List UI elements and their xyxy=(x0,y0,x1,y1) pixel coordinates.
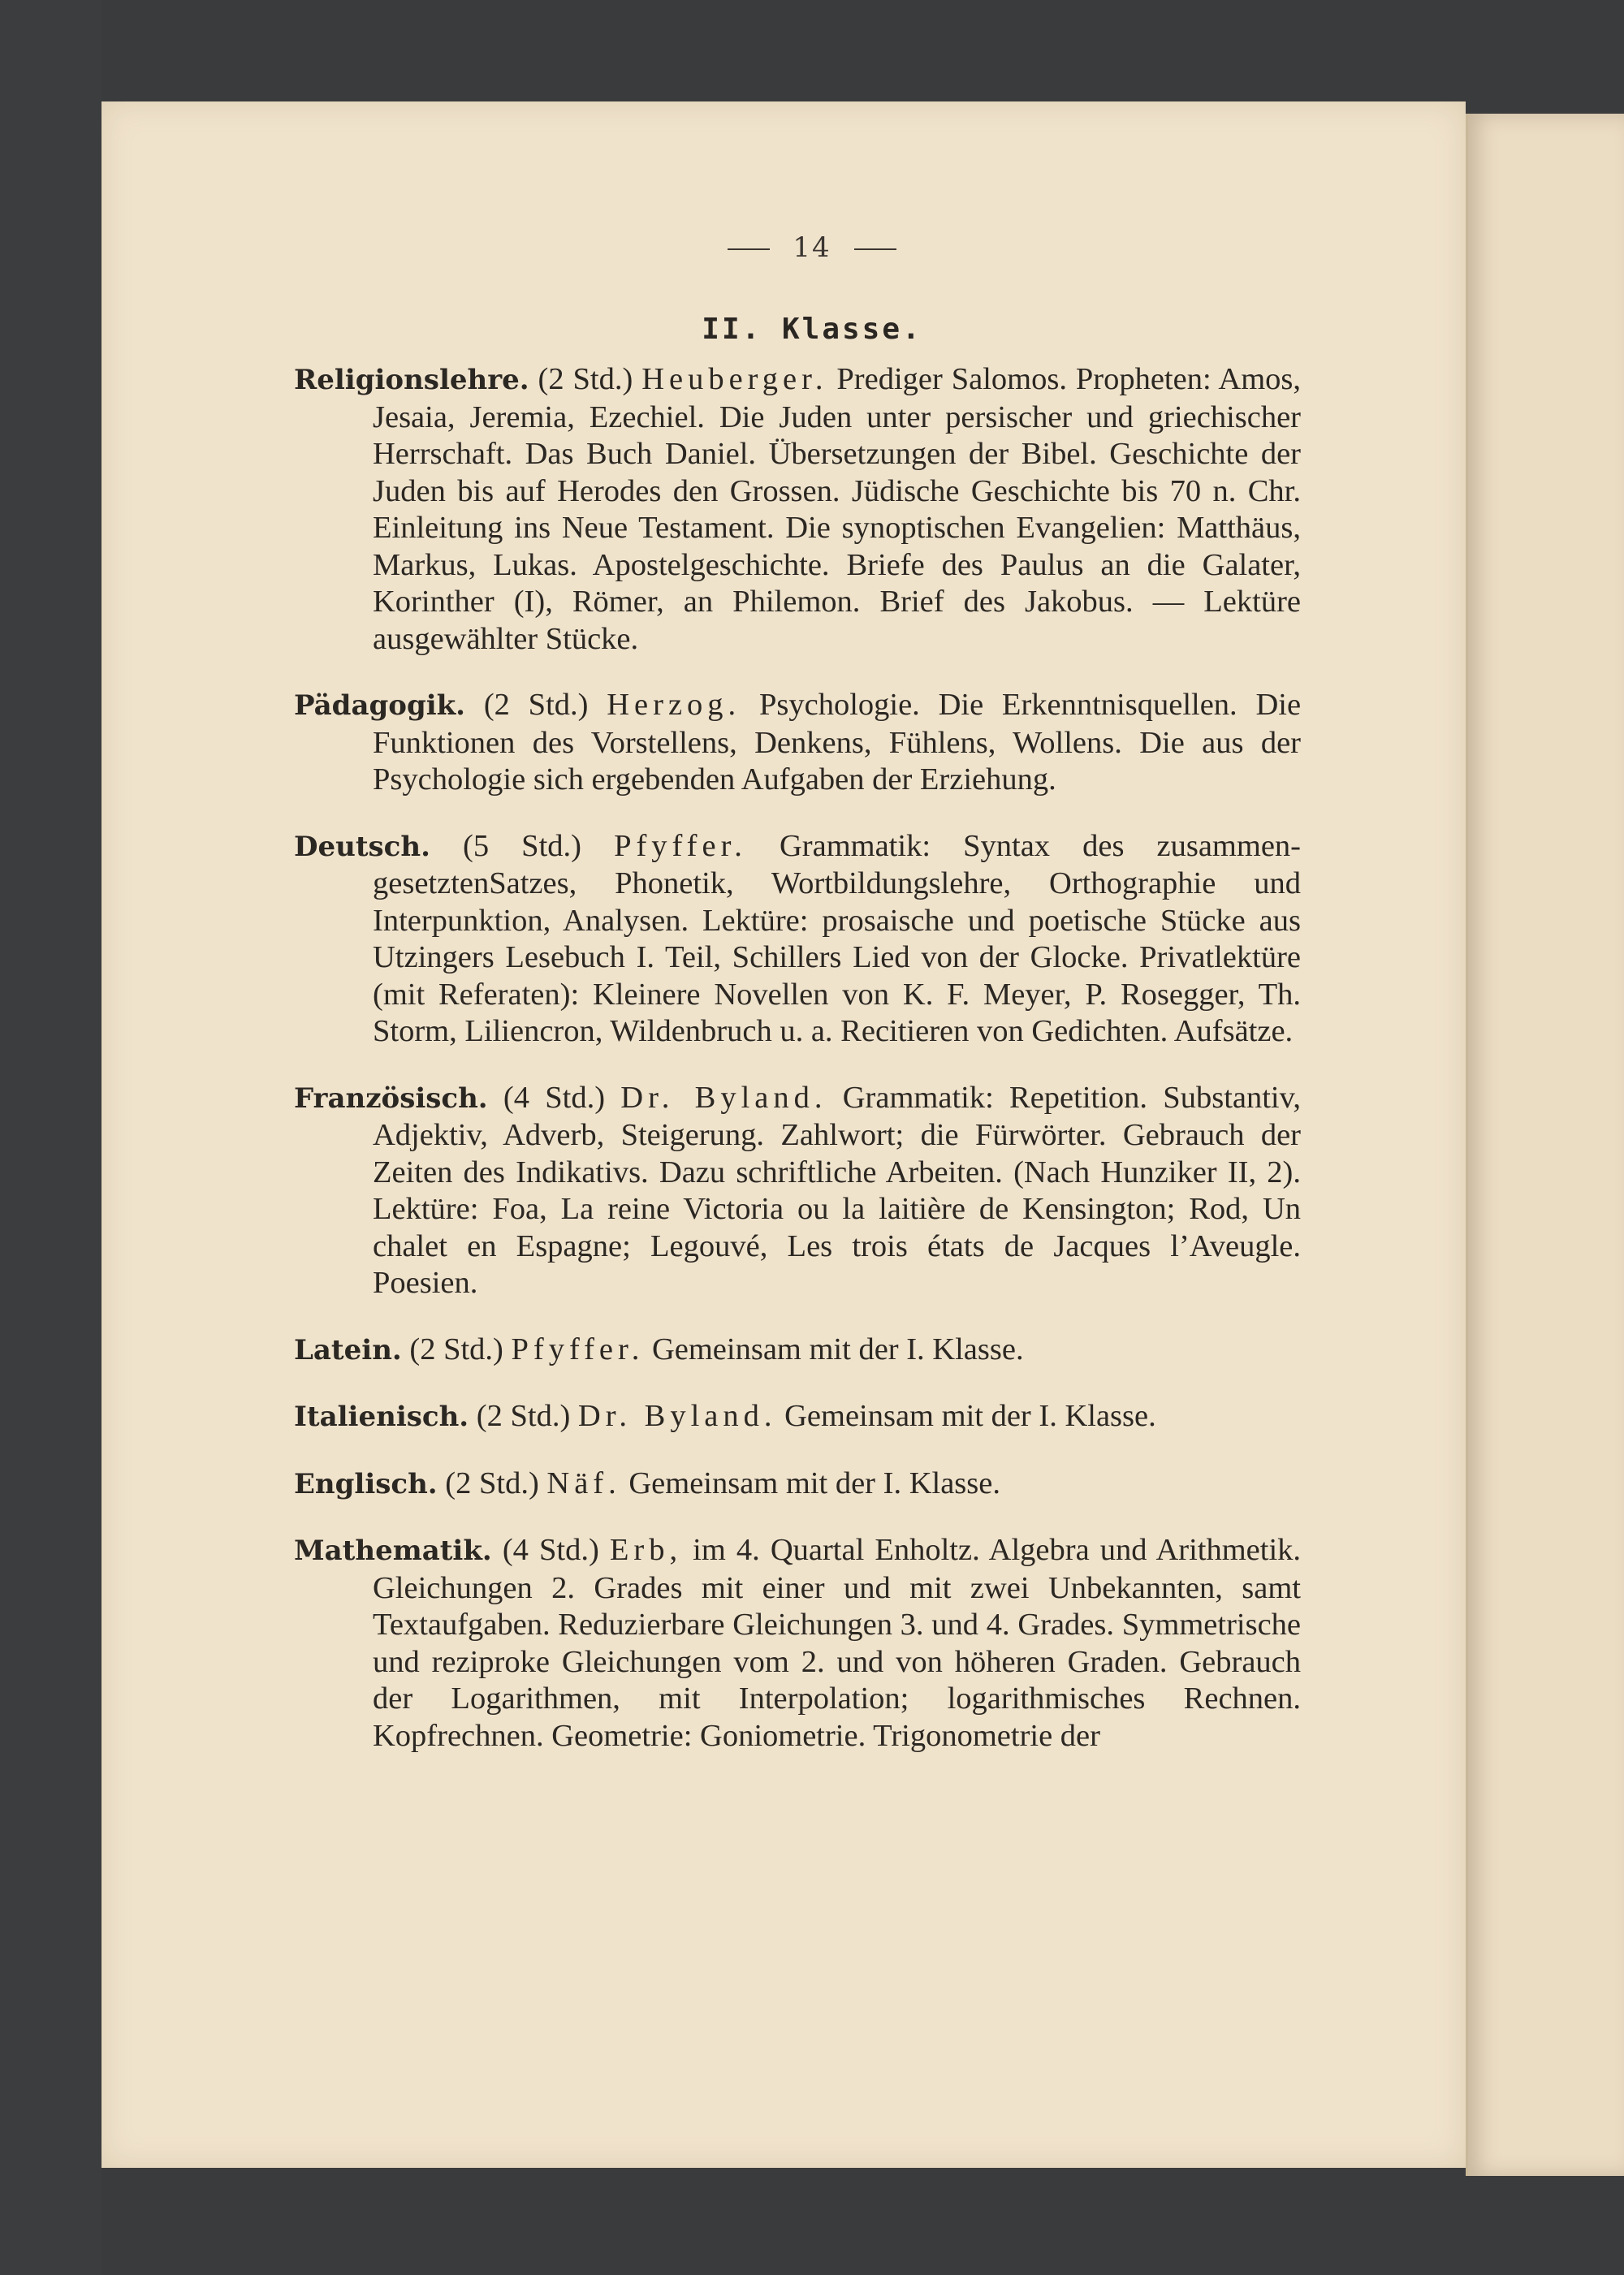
course-description: Gemeinsam mit der I. Klasse. xyxy=(628,1466,1000,1500)
subject-name: Religionslehre. xyxy=(294,364,529,396)
teacher-name: Erb, xyxy=(609,1533,683,1567)
adjacent-page-edge xyxy=(1466,114,1624,2176)
section-title: II. Klasse. xyxy=(702,313,922,346)
course-description: Prediger Salomos. Propheten: Amos, Jesaia, Jeremia, Ezechiel. Die Juden unter persischer und griechischer Herrschaft. Das Buch Daniel. Übersetzungen der Bibel. Geschichte der Juden bis auf Herodes den Grossen. Jüdische Geschichte bis 70 n. Chr. Einleitung ins Neue Testament. Die synoptischen Evangelien: Matthäus, Markus, Lukas. Apostelgeschichte. Briefe des Paulus an die Galater, Korinther (I), Römer, an Philemon. Brief des Jakobus. — Lektüre ausgewählter Stücke. xyxy=(373,362,1302,656)
subject-name: Deutsch. xyxy=(294,830,430,863)
subject-name: Mathematik. xyxy=(294,1535,492,1567)
course-entry-mathematik xyxy=(294,1532,1301,1755)
course-description: Gemeinsam mit der I. Klasse. xyxy=(651,1332,1024,1366)
page-number xyxy=(0,231,1624,264)
course-hours: (2 Std.) xyxy=(483,688,589,722)
subject-name: Englisch. xyxy=(294,1467,438,1500)
course-hours: (2 Std.) xyxy=(476,1399,571,1433)
page-number-dash-left xyxy=(728,248,770,250)
course-entry-italienisch xyxy=(294,1398,1301,1436)
page-number-dash-right xyxy=(854,248,896,250)
course-description: Grammatik: Syntax des zusammengesetztenSatzes, Phonetik, Wortbildungslehre, Orthographie und Interpunktion, Analysen. Lektüre: prosaische und poetische Stücke aus Utzingers Lesebuch I. Teil, Schillers Lied von der Glocke. Privatlektüre (mit Referaten): Kleinere Novellen von K. F. Meyer, P. Rosegger, Th. Storm, Liliencron, Wildenbruch u. a. Recitieren von Gedichten. Aufsätze. xyxy=(373,828,1301,1048)
course-hours: (2 Std.) xyxy=(445,1466,539,1500)
teacher-name: Näf. xyxy=(546,1466,621,1500)
page-number-value: 14 xyxy=(793,231,831,264)
subject-name: Italienisch. xyxy=(294,1401,469,1433)
course-description: im 4. Quartal Enholtz. Algebra und Arithmetik. Gleichungen 2. Grades mit einer und mit zwei Unbekannten, samt Textaufgaben. Reduzierbare Gleichungen 3. und 4. Grades. Symmetrische und reziproke Gleichungen vom 2. und von höheren Graden. Gebrauch der Logarithmen, mit Interpolation; logarithmisches Rechnen. Kopfrechnen. Geometrie: Goniometrie. Trigonometrie der xyxy=(373,1533,1302,1753)
course-hours: (4 Std.) xyxy=(502,1533,599,1567)
teacher-name: Pfyffer. xyxy=(511,1332,645,1366)
subject-name: Französisch. xyxy=(294,1081,488,1115)
teacher-name: Heuberger. xyxy=(641,362,828,396)
course-entry-franzoesisch xyxy=(294,1080,1301,1302)
course-hours: (2 Std.) xyxy=(409,1332,503,1366)
course-description: Gemeinsam mit der I. Klasse. xyxy=(784,1399,1156,1433)
teacher-name: Dr. Byland. xyxy=(577,1399,777,1433)
course-hours: (5 Std.) xyxy=(463,828,581,863)
teacher-name: Herzog. xyxy=(607,688,741,722)
course-entry-englisch xyxy=(294,1466,1301,1504)
course-entry-paedagogik xyxy=(294,687,1301,799)
course-entry-latein xyxy=(294,1332,1301,1370)
teacher-name: Pfyffer. xyxy=(614,828,747,863)
course-hours: (4 Std.) xyxy=(503,1080,606,1115)
subject-name: Latein. xyxy=(294,1333,402,1366)
course-entry-religion xyxy=(294,361,1301,658)
course-description: Psychologie. Die Erkenntnisquellen. Die Funktionen des Vorstellens, Denkens, Fühlens, Wollens. Die aus der Psychologie sich ergebenden Aufgaben der Erziehung. xyxy=(373,688,1302,796)
course-list xyxy=(294,361,1301,1784)
teacher-name: Dr. Byland. xyxy=(620,1080,827,1115)
course-entry-deutsch xyxy=(294,828,1301,1051)
course-hours: (2 Std.) xyxy=(538,362,633,396)
course-description: Grammatik: Repetition. Substantiv, Adjektiv, Adverb, Steigerung. Zahlwort; die Fürwörter. Gebrauch der Zeiten des Indikativs. Dazu schriftliche Arbeiten. (Nach Hunziker II, 2). Lektüre: Foa, La reine Victoria ou la laitière de Kensington; Rod, Un chalet en Espagne; Legouvé, Les trois états de Jacques l’Aveugle. Poesien. xyxy=(373,1080,1301,1300)
subject-name: Pädagogik. xyxy=(294,689,466,722)
